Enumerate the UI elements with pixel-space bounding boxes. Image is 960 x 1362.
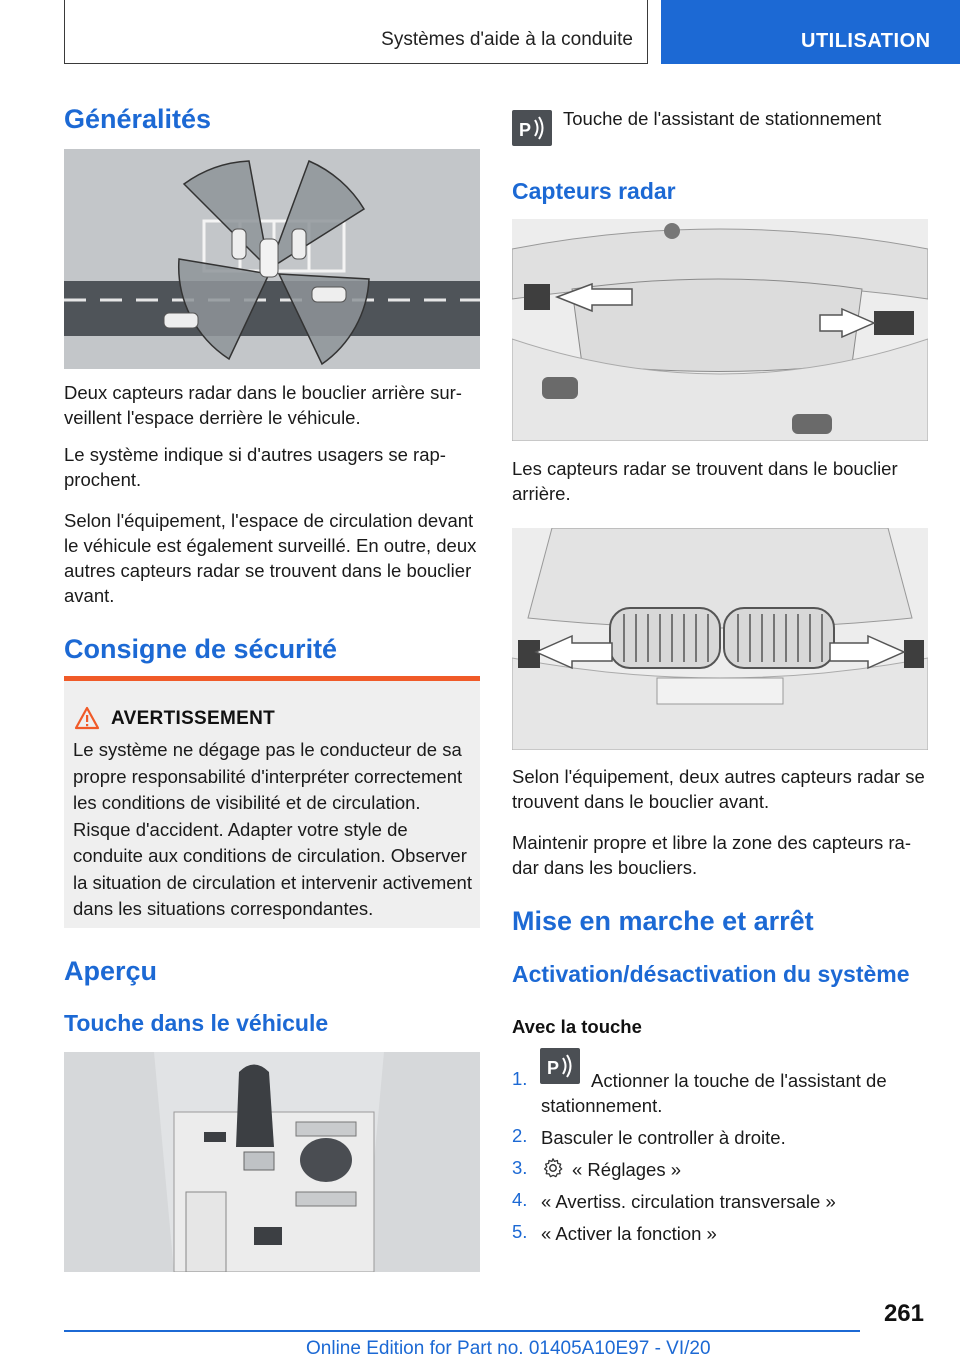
front-bumper-illustration: [512, 528, 928, 750]
step-1-text: Actionner la touche de l'assistant de stationnement.: [541, 1070, 887, 1116]
subheading-avec-touche: Avec la touche: [512, 1016, 642, 1037]
warning-text: Le système ne dégage pas le conducteur de sa propre responsabilité d'interpréter correctement les conditions de visibilité et de circulation. Risque d'accident. Adapter votre style de conduite aux conditions de circulation. Observer la situation de circulation et intervenir activement dans les situations correspondantes.: [73, 739, 472, 919]
paragraph-rear-sensors: Deux capteurs radar dans le bouclier arrière surveillent l'espace derrière le véhicule.: [64, 382, 462, 428]
figure-rear-bumper: [512, 219, 928, 441]
key-caption: Touche de l'assistant de stationnement: [563, 108, 882, 129]
heading-mise-en-marche: Mise en marche et arrêt: [512, 906, 814, 936]
heading-touche-vehicule: Touche dans le véhicule: [64, 1010, 329, 1036]
paragraph-rear-location: Les capteurs radar se trouvent dans le bouclier arrière.: [512, 458, 898, 504]
footer-edition: Online Edition for Part no. 01405A10E97 - VI/20: [306, 1338, 711, 1359]
gear-icon: [542, 1157, 564, 1179]
section-title: UTILISATION: [801, 30, 931, 52]
step-4-number: 4.: [512, 1189, 528, 1210]
header-section-box: [661, 0, 960, 64]
footer-divider: [64, 1330, 860, 1332]
chapter-title: Systèmes d'aide à la conduite: [381, 29, 633, 50]
step-3-number: 3.: [512, 1157, 528, 1178]
paragraph-keep-clean: Maintenir propre et libre la zone des capteurs radar dans les boucliers.: [512, 832, 911, 878]
parking-assistant-symbol: [512, 110, 552, 146]
step-3-text: « Réglages »: [572, 1159, 682, 1180]
warning-title: AVERTISSEMENT: [111, 708, 276, 729]
header-chapter-box: [64, 0, 648, 64]
rear-bumper-illustration: [512, 219, 928, 441]
heading-generalites: Généralités: [64, 104, 212, 134]
step-2-text: Basculer le controller à droite.: [541, 1127, 786, 1148]
paragraph-front-location: Selon l'équipement, deux autres capteurs radar se trouvent dans le bouclier avant.: [512, 766, 925, 812]
step-5-text: « Activer la fonction »: [541, 1223, 717, 1244]
step-2-number: 2.: [512, 1125, 528, 1146]
paragraph-front-option: Selon l'équipement, l'espace de circulation devant le véhicule est également surveillé. En outre, deux autres capteurs radar se trouvent dans le bouclier avant.: [64, 510, 477, 606]
figure-front-bumper: [512, 528, 928, 750]
svg-text:P: P: [547, 1058, 560, 1078]
parking-assistant-key-icon: [512, 110, 552, 146]
svg-text:P: P: [519, 120, 532, 140]
heading-activation: Activation/désactivation du système: [512, 961, 910, 987]
paragraph-approach: Le système indique si d'autres usagers se rapprochent.: [64, 444, 446, 490]
step-5-number: 5.: [512, 1221, 528, 1242]
radar-coverage-illustration: [64, 149, 480, 369]
heading-consigne: Consigne de sécurité: [64, 634, 338, 664]
figure-radar-coverage: [64, 149, 480, 369]
heading-capteurs-radar: Capteurs radar: [512, 178, 676, 204]
step-4-text: « Avertiss. circulation transversale »: [541, 1191, 836, 1212]
step-1-number: 1.: [512, 1068, 528, 1089]
heading-apercu: Aperçu: [64, 956, 158, 986]
center-console-illustration: [64, 1052, 480, 1272]
page-number: 261: [883, 1300, 924, 1327]
warning-box: [64, 676, 480, 928]
figure-center-console: [64, 1052, 480, 1272]
warning-triangle-icon: [74, 706, 100, 730]
